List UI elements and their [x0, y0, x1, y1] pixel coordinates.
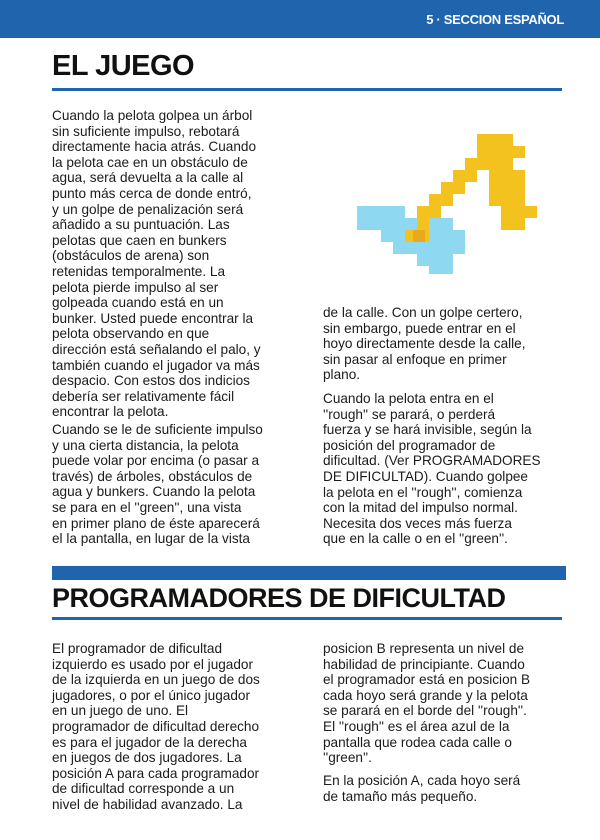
water-cell: [393, 230, 405, 242]
water-cell: [417, 254, 429, 266]
hole-square: [413, 230, 425, 242]
fairway-cell: [417, 206, 429, 218]
fairway-cell: [477, 158, 489, 170]
fairway-cell: [513, 218, 525, 230]
fairway-cell: [489, 194, 501, 206]
paragraph-difficulty-left: El programador de dificultad izquierdo es usado por el jugador de la izquierda en un juego de dos jugadores, o por el único jugador en un juego de uno. El programador de dificultad derecho es para el jugador de la derecha en juegos de dos jugadores. La posición A para cada programador de dificultad corresponde a un nivel de habilidad avanzado. La: [52, 641, 260, 812]
fairway-cell: [525, 206, 537, 218]
water-cell: [441, 230, 453, 242]
water-cell: [453, 242, 465, 254]
section-label: 5 · SECCION ESPAÑOL: [426, 12, 564, 27]
fairway-cell: [501, 158, 513, 170]
water-cell: [429, 242, 441, 254]
water-cell: [357, 218, 369, 230]
paragraph-difficulty-b: posicion B representa un nivel de habilidad de principiante. Cuando el programador está en posicion B cada hoyo será grande y la pelota se parará en el borde del ''rough''. El ''rough'' es el área azul de la pantalla que rodea cada calle o ''green''.: [323, 641, 531, 766]
water-cell: [441, 242, 453, 254]
title-underline-2: [52, 617, 562, 620]
water-cell: [405, 242, 417, 254]
fairway-cell: [501, 194, 513, 206]
water-cell: [381, 206, 393, 218]
water-cell: [369, 218, 381, 230]
fairway-cell: [501, 206, 513, 218]
fairway-cell: [513, 170, 525, 182]
paragraph-close-up-view: de la calle. Con un golpe certero, sin embargo, puede entrar en el hoyo directamente desde la calle, sin pasar al enfoque en primer plano.: [323, 305, 526, 383]
water-cell: [417, 242, 429, 254]
fairway-cell: [501, 182, 513, 194]
water-cell: [429, 230, 441, 242]
fairway-cell: [501, 146, 513, 158]
fairway-cell: [489, 146, 501, 158]
fairway-cell: [513, 206, 525, 218]
water-cell: [393, 206, 405, 218]
fairway-cell: [453, 170, 465, 182]
fairway-shape: [405, 134, 537, 242]
paragraph-difficulty-a: En la posición A, cada hoyo será de tamaño más pequeño.: [323, 773, 521, 804]
paragraph-rough: Cuando la pelota entra en el ''rough'' se parará, o perderá fuerza y se hará invisible, según la posición del programador de dificultad. (Ver PROGRAMADORES DE DIFICULTAD). Cuando golpee la pelota en el ''rough'', comienza con la mitad del impulso normal. Necesita dos veces más fuerza que en la calle o en el ''green''.: [323, 391, 541, 547]
water-cell: [429, 218, 441, 230]
water-cell: [381, 230, 393, 242]
fairway-cell: [489, 170, 501, 182]
fairway-cell: [453, 182, 465, 194]
paragraph-ball-hits-tree: Cuando la pelota golpea un árbol sin suficiente impulso, rebotará directamente hacia atrás. Cuando la pelota cae en un obstáculo de agua, será devuelta a la calle al punto más cerca de donde entró, y un golpe de penalización será añadido a su puntuación. Las pelotas que caen en bunkers (obstáculos de arena) son retenidas temporalmente. La pelota pierde impulso al ser golpeada cuando está en un bunker. Usted puede encontrar la pelota observando en que dirección está señalando el palo, y también cuando el jugador va más despacio. Con estos dos indicios debería ser relativamente fácil encontrar la pelota.: [52, 108, 261, 420]
water-cell: [381, 218, 393, 230]
water-cell: [441, 218, 453, 230]
fairway-cell: [501, 218, 513, 230]
fairway-cell: [501, 170, 513, 182]
header-bar: [0, 0, 600, 38]
fairway-cell: [441, 194, 453, 206]
section-title-difficulty: PROGRAMADORES DE DIFICULTAD: [52, 583, 506, 613]
water-cell: [357, 206, 369, 218]
section-divider-band: [52, 566, 566, 580]
fairway-cell: [441, 182, 453, 194]
paragraph-ball-flight: Cuando se le de suficiente impulso y una cierta distancia, la pelota puede volar por encima (o pasar a través) de árboles, obstáculos de agua y bunkers. Cuando la pelota se para en el ''green'', una vista en primer plano de éste aparecerá el la pantalla, en lugar de la vista: [52, 422, 263, 547]
fairway-cell: [489, 134, 501, 146]
water-cell: [393, 242, 405, 254]
fairway-cell: [429, 206, 441, 218]
water-cell: [429, 254, 441, 266]
fairway-cell: [513, 194, 525, 206]
water-cell: [429, 266, 441, 274]
fairway-cell: [477, 146, 489, 158]
water-cell: [441, 266, 453, 274]
water-cell: [393, 218, 405, 230]
section-title-el-juego: EL JUEGO: [52, 50, 195, 82]
water-cell: [369, 206, 381, 218]
fairway-cell: [417, 218, 429, 230]
fairway-cell: [429, 194, 441, 206]
fairway-cell: [489, 182, 501, 194]
fairway-cell: [465, 158, 477, 170]
fairway-cell: [477, 134, 489, 146]
fairway-cell: [501, 134, 513, 146]
fairway-cell: [513, 182, 525, 194]
golf-hole-pixel-figure: [357, 134, 557, 274]
fairway-cell: [465, 170, 477, 182]
water-cell: [453, 230, 465, 242]
water-cell: [405, 218, 417, 230]
water-cell: [441, 254, 453, 266]
fairway-cell: [513, 146, 525, 158]
fairway-cell: [489, 158, 501, 170]
title-underline: [52, 88, 562, 91]
